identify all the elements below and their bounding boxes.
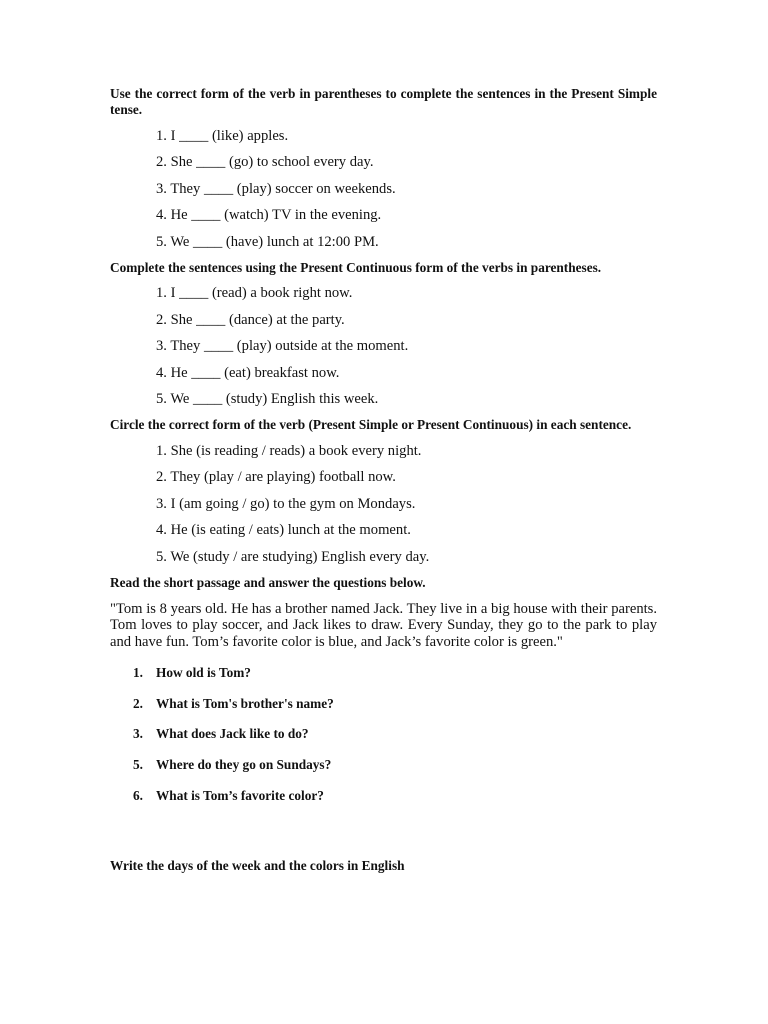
question-number: 2. bbox=[133, 695, 143, 711]
exercise-item: 5. We ____ (have) lunch at 12:00 PM. bbox=[156, 233, 379, 250]
section-instruction: Write the days of the week and the colors in English bbox=[110, 857, 405, 873]
days-colors-section bbox=[110, 858, 657, 874]
exercise-item: 4. He (is eating / eats) lunch at the moment. bbox=[156, 522, 411, 538]
section-instruction: Read the short passage and answer the questions below. bbox=[110, 574, 426, 590]
reading-passage: "Tom is 8 years old. He has a brother named Jack. They live in a big house with their parents. Tom loves to play soccer, and Jack likes to draw. Every Sunday, they go to the park to play and have fun. Tom’s favorite color is blue, and Jack’s favorite color is green." bbox=[110, 600, 657, 650]
exercise-item: 5. We (study / are studying) English every day. bbox=[156, 548, 430, 565]
question-number: 1. bbox=[133, 664, 143, 680]
exercise-item: 2. They (play / are playing) football now. bbox=[156, 469, 396, 485]
reading-section bbox=[110, 575, 657, 804]
circle-verb-section bbox=[110, 417, 657, 566]
exercise-list bbox=[110, 128, 657, 251]
exercise-item: 3. They ____ (play) soccer on weekends. bbox=[156, 180, 396, 197]
question-item bbox=[110, 726, 657, 742]
present-continuous-section bbox=[110, 260, 657, 409]
exercise-item: 2. She ____ (go) to school every day. bbox=[156, 154, 374, 170]
exercise-item: 4. He ____ (watch) TV in the evening. bbox=[156, 207, 382, 223]
section-instruction: Complete the sentences using the Present Continuous form of the verbs in parentheses. bbox=[110, 259, 602, 275]
question-number: 6. bbox=[133, 787, 143, 803]
exercise-item: 4. He ____ (eat) breakfast now. bbox=[156, 364, 340, 381]
question-text: What is Tom's brother's name? bbox=[156, 695, 334, 711]
section-instruction: Circle the correct form of the verb (Present Simple or Present Continuous) in each sentence. bbox=[110, 417, 632, 432]
worksheet-page bbox=[110, 86, 657, 874]
question-item bbox=[110, 757, 657, 773]
exercise-list bbox=[110, 443, 657, 566]
question-number: 3. bbox=[133, 726, 143, 742]
present-simple-section bbox=[110, 86, 657, 251]
question-number: 5. bbox=[133, 757, 143, 773]
exercise-item: 3. They ____ (play) outside at the moment. bbox=[156, 338, 409, 354]
exercise-item: 1. She (is reading / reads) a book every night. bbox=[156, 442, 422, 459]
question-item bbox=[110, 696, 657, 712]
exercise-item: 3. I (am going / go) to the gym on Mondays. bbox=[156, 495, 416, 512]
exercise-item: 2. She ____ (dance) at the party. bbox=[156, 311, 345, 328]
question-item bbox=[110, 788, 657, 804]
exercise-item: 1. I ____ (like) apples. bbox=[156, 127, 289, 144]
question-text: Where do they go on Sundays? bbox=[156, 757, 332, 773]
exercise-list bbox=[110, 285, 657, 408]
question-list bbox=[110, 665, 657, 804]
question-text: What is Tom’s favorite color? bbox=[156, 787, 324, 803]
exercise-item: 1. I ____ (read) a book right now. bbox=[156, 285, 353, 301]
section-instruction: Use the correct form of the verb in parentheses to complete the sentences in the Present Simple tense. bbox=[110, 86, 657, 117]
question-item bbox=[110, 665, 657, 681]
question-text: What does Jack like to do? bbox=[156, 726, 309, 742]
exercise-item: 5. We ____ (study) English this week. bbox=[156, 391, 379, 407]
question-text: How old is Tom? bbox=[156, 664, 251, 680]
